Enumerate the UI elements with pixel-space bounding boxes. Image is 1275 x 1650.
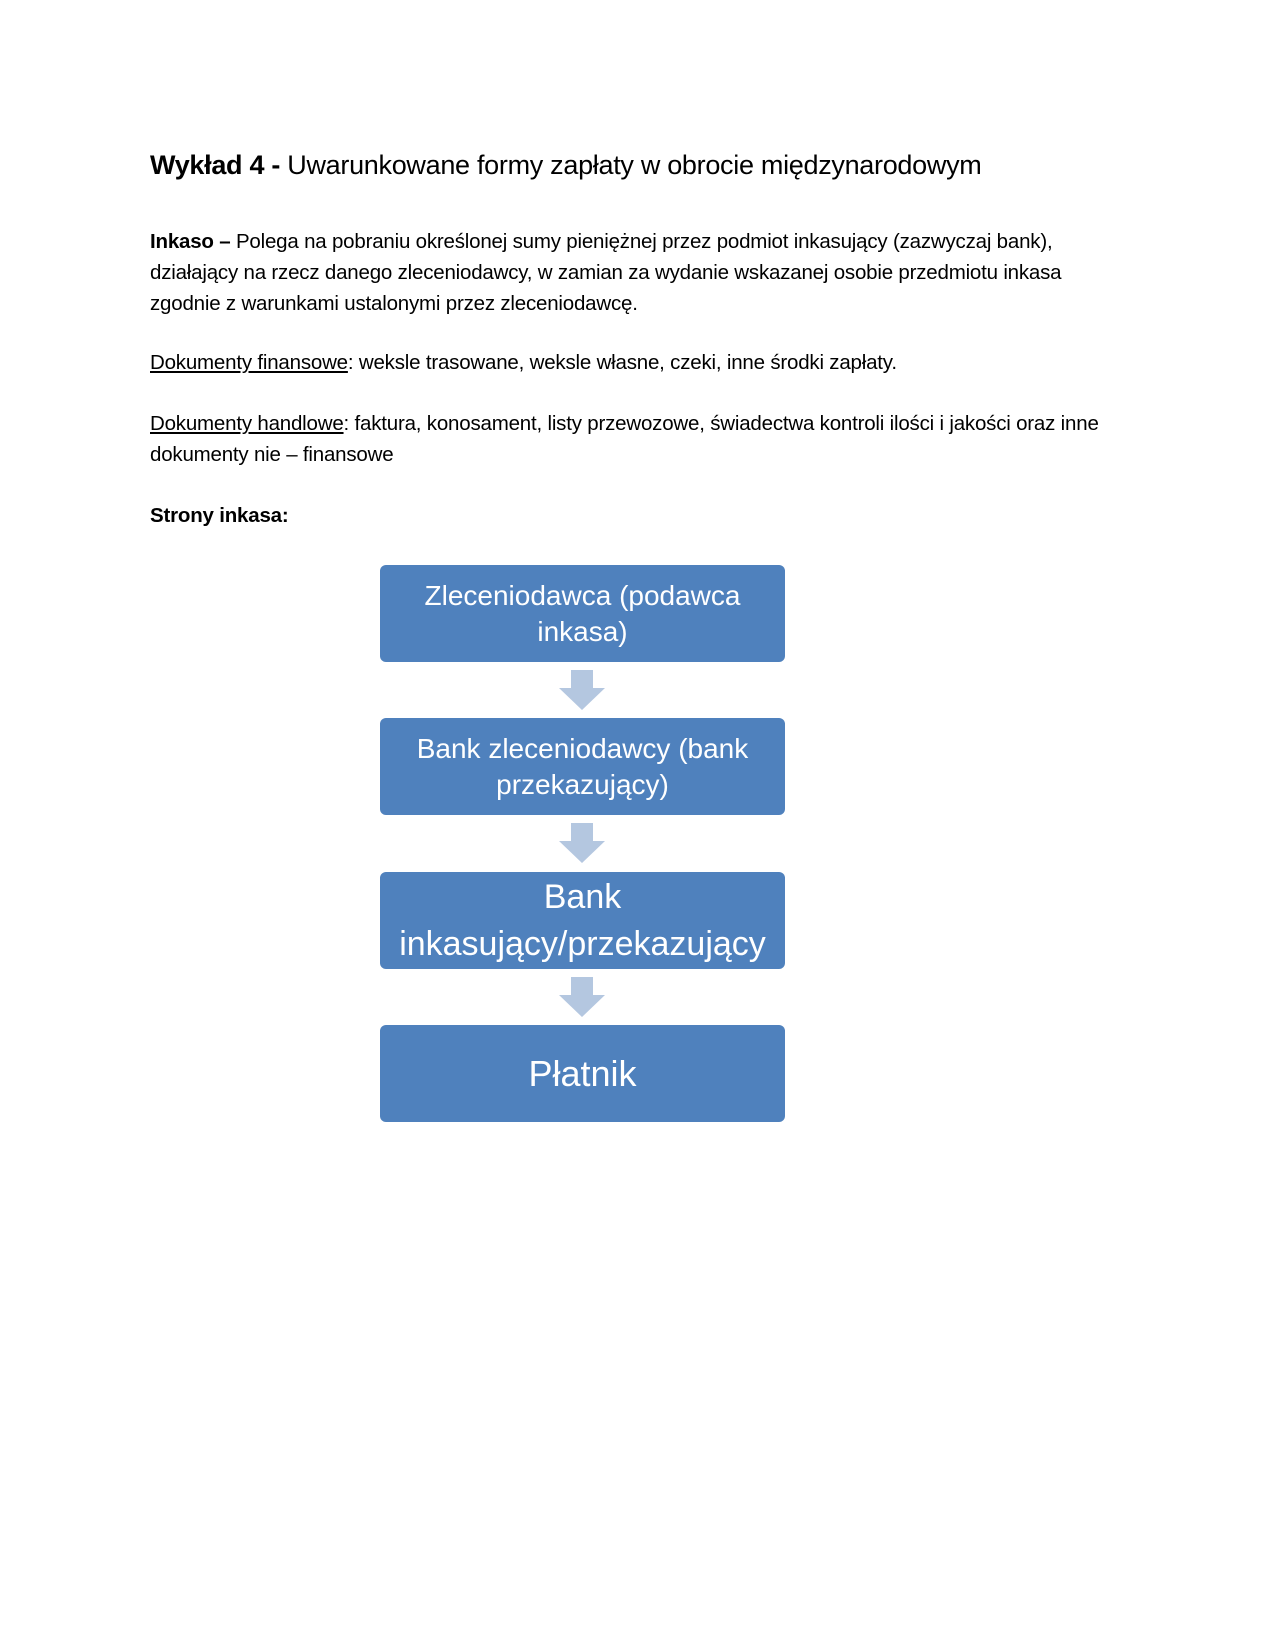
inkaso-definition <box>150 226 1110 319</box>
diagram-node-label: Płatnik <box>528 1052 637 1094</box>
diagram-node-payer <box>380 1025 785 1122</box>
parties-heading: Strony inkasa: <box>150 504 289 527</box>
diagram-node-remitting-bank <box>380 718 785 815</box>
down-arrow-icon <box>559 823 605 863</box>
inkaso-term: Inkaso – <box>150 230 231 253</box>
trade-documents-label: Dokumenty handlowe <box>150 412 344 435</box>
title-topic: Uwarunkowane formy zapłaty w obrocie międzynarodowym <box>280 150 982 180</box>
diagram-node-label: Zleceniodawca (podawca inkasa) <box>424 579 741 647</box>
trade-documents-text: : faktura, konosament, listy przewozowe, świadectwa kontroli ilości i jakości oraz inne dokumenty nie – finansowe <box>150 412 1099 466</box>
trade-documents <box>150 408 1110 470</box>
title-lecture-number: Wykład 4 - <box>150 150 281 180</box>
page-title <box>150 150 981 181</box>
down-arrow-icon <box>559 977 605 1017</box>
diagram-node-principal <box>380 565 785 662</box>
financial-documents <box>150 347 1110 378</box>
diagram-node-label: Bank zleceniodawcy (bank przekazujący) <box>416 732 749 800</box>
financial-documents-label: Dokumenty finansowe <box>150 351 348 374</box>
diagram-node-collecting-bank <box>380 872 785 969</box>
down-arrow-icon <box>559 670 605 710</box>
diagram-node-label: Bank inkasujący/przekazujący <box>399 877 766 963</box>
inkaso-text: Polega na pobraniu określonej sumy pieniężnej przez podmiot inkasujący (zazwyczaj bank), działający na rzecz danego zleceniodawcy, w zamian za wydanie wskazanej osobie przedmiotu inkasa zgodnie z warunkami ustalonymi przez zleceniodawcę. <box>150 230 1062 315</box>
financial-documents-text: : weksle trasowane, weksle własne, czeki, inne środki zapłaty. <box>347 351 897 374</box>
